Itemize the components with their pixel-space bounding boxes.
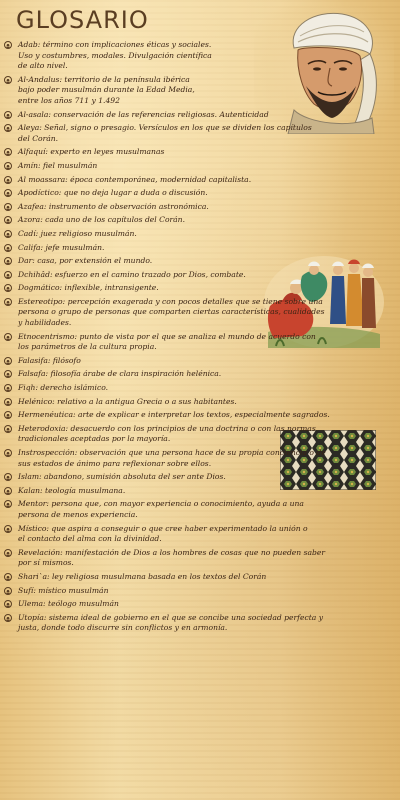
spiral-bullet-icon [4, 162, 12, 170]
spiral-bullet-icon [4, 449, 12, 457]
glossary-entry [4, 369, 303, 380]
spiral-bullet-icon [4, 614, 12, 622]
spiral-bullet-icon [4, 189, 12, 197]
entry-line: Kalan: teología musulmana. [18, 485, 126, 495]
entry-line: Dchihâd: esfuerzo en el camino trazado por Dios, combate. [18, 269, 246, 279]
entry-line: entre los años 711 y 1.492 [18, 95, 120, 105]
entry-line: sus estados de ánimo para reflexionar sobre ellos. [18, 458, 212, 468]
glossary-entry [4, 572, 396, 583]
entry-line: Estereotipo: percepción exagerada y con pocos detalles que se tiene sobre una [18, 296, 323, 306]
spiral-bullet-icon [4, 124, 12, 132]
entry-line: Mentor: persona que, con mayor experiencia o conocimiento, ayuda a una [18, 499, 304, 509]
glossary-entry [4, 472, 396, 483]
glossary-entry [4, 486, 396, 497]
spiral-bullet-icon [4, 333, 12, 341]
spiral-bullet-icon [4, 587, 12, 595]
entry-line: Falsafa: filosofía árabe de clara inspiración helénica. [18, 369, 222, 379]
entry-line: Revelación: manifestación de Dios a los hombres de cosas que no pueden saber [18, 547, 326, 557]
spiral-bullet-icon [4, 216, 12, 224]
spiral-bullet-icon [4, 370, 12, 378]
spiral-bullet-icon [4, 500, 12, 508]
entry-line: Fiqh: derecho islámico. [18, 383, 109, 393]
spiral-bullet-icon [4, 284, 12, 292]
entry-line: Azafea: instrumento de observación astronómica. [18, 201, 209, 211]
spiral-bullet-icon [4, 357, 12, 365]
entry-line: de alto nivel. [18, 61, 68, 71]
glossary-entry [4, 215, 288, 226]
glossary-entry [4, 75, 268, 107]
spiral-bullet-icon [4, 573, 12, 581]
entry-line: justa, donde todo discurre sin conflictos y en armonía. [18, 623, 228, 633]
glossary-entry [4, 599, 396, 610]
entry-line: Aleya: Señal, signo o presagio. Versículos en los que se dividen los capítulos [18, 123, 312, 133]
glossary-entry [4, 256, 288, 267]
spiral-bullet-icon [4, 473, 12, 481]
glossary-entry [4, 123, 396, 144]
glossary-entry [4, 202, 288, 213]
spiral-bullet-icon [4, 487, 12, 495]
glossary-entry [4, 499, 396, 520]
entry-line: Alfaquí: experto en leyes musulmanas [18, 147, 165, 157]
glossary-entry [4, 161, 396, 172]
glossary-entry [4, 397, 396, 408]
spiral-bullet-icon [4, 41, 12, 49]
spiral-bullet-icon [4, 257, 12, 265]
spiral-bullet-icon [4, 244, 12, 252]
entry-line: Shari`a: ley religiosa musulmana basada en los textos del Corán [18, 571, 267, 581]
entry-line: Dar: casa, por extensión el mundo. [18, 256, 153, 266]
entry-line: Al-asala: conservación de las referencias religiosas. Autenticidad [18, 109, 269, 119]
glossary-entry [4, 110, 396, 121]
glossary-entry [4, 147, 396, 158]
entry-line: Falasifa: filósofo [18, 355, 81, 365]
entry-line: bajo poder musulmán durante la Edad Media, [18, 85, 195, 95]
entry-line: Helénico: relativo a la antigua Grecia o a sus habitantes. [18, 396, 237, 406]
spiral-bullet-icon [4, 384, 12, 392]
glossary-entry [4, 332, 396, 353]
entry-line: Apodíctico: que no deja lugar a duda o discusión. [18, 188, 208, 198]
spiral-bullet-icon [4, 230, 12, 238]
spiral-bullet-icon [4, 398, 12, 406]
spiral-bullet-icon [4, 111, 12, 119]
entry-line: por sí mismos. [18, 558, 74, 568]
entry-line: del Corán. [18, 133, 59, 143]
glossary-entry [4, 283, 396, 294]
entry-line: Uso y costumbres, modales. Divulgación científica [18, 50, 212, 60]
glossary-entry [4, 229, 288, 240]
glossary-entry [4, 297, 396, 329]
entry-line: Amín: fiel musulmán [18, 160, 98, 170]
entry-line: Heterodoxia: desacuerdo con los principios de una doctrina o con las normas [18, 423, 316, 433]
glossary-entry [4, 410, 396, 421]
entry-line: Califa: jefe musulmán. [18, 242, 105, 252]
glossary-entry [4, 448, 396, 469]
spiral-bullet-icon [4, 76, 12, 84]
entry-line: Islam: abandono, sumisión absoluta del ser ante Dios. [18, 472, 226, 482]
glossary-entry [4, 243, 288, 254]
glossary-entry [4, 548, 396, 569]
glossary-entry [4, 424, 396, 445]
entry-line: Azora: cada uno de los capítulos del Corán. [18, 215, 185, 225]
entry-line: Dogmático: inflexible, intransigente. [18, 283, 159, 293]
glossary-entry [4, 175, 396, 186]
glossary-entry [4, 188, 288, 199]
spiral-bullet-icon [4, 425, 12, 433]
entry-line: persona de menos experiencia. [18, 509, 138, 519]
spiral-bullet-icon [4, 525, 12, 533]
entry-line: el contacto del alma con la divinidad. [18, 534, 162, 544]
entry-line: tradicionales aceptadas por la mayoría. [18, 434, 171, 444]
entry-line: Etnocentrismo: punto de vista por el que se analiza el mundo de acuerdo con [18, 331, 316, 341]
glossary-entry [4, 383, 303, 394]
spiral-bullet-icon [4, 148, 12, 156]
page-title: GLOSARIO [16, 6, 149, 34]
spiral-bullet-icon [4, 176, 12, 184]
spiral-bullet-icon [4, 600, 12, 608]
glossary-entry [4, 586, 396, 597]
entry-line: y habilidades. [18, 318, 72, 328]
entry-line: persona o grupo de personas que comparten ciertas características, cualidades [18, 307, 325, 317]
entry-line: los parámetros de la cultura propia. [18, 342, 157, 352]
glossary-entry [4, 40, 268, 72]
spiral-bullet-icon [4, 298, 12, 306]
glossary-list [4, 40, 396, 637]
spiral-bullet-icon [4, 411, 12, 419]
entry-line: Ulema: teólogo musulmán [18, 599, 119, 609]
entry-line: Utopía: sistema ideal de gobierno en el que se concibe una sociedad perfecta y [18, 612, 323, 622]
entry-line: Instrospección: observación que una persona hace de su propia conciencia o de [18, 448, 326, 457]
entry-line: Cadí: juez religioso musulmán. [18, 228, 137, 238]
spiral-bullet-icon [4, 203, 12, 211]
entry-line: Hermenéutica: arte de explicar e interpretar los textos, especialmente sagrados. [18, 410, 330, 420]
glossary-entry [4, 356, 303, 367]
entry-line: Místico: que aspira a conseguir o que cree haber experimentado la unión o [18, 523, 308, 533]
entry-line: Sufí: místico musulmán [18, 585, 109, 595]
entry-line: Adab: término con implicaciones éticas y sociales. [18, 40, 212, 49]
glossary-entry [4, 524, 396, 545]
spiral-bullet-icon [4, 549, 12, 557]
entry-line: Al moassara: época contemporánea, modernidad capitalista. [18, 174, 252, 184]
glossary-entry [4, 270, 288, 281]
spiral-bullet-icon [4, 271, 12, 279]
entry-line: Al-Andalus: territorio de la península ibérica [18, 74, 190, 84]
glossary-entry [4, 613, 396, 634]
